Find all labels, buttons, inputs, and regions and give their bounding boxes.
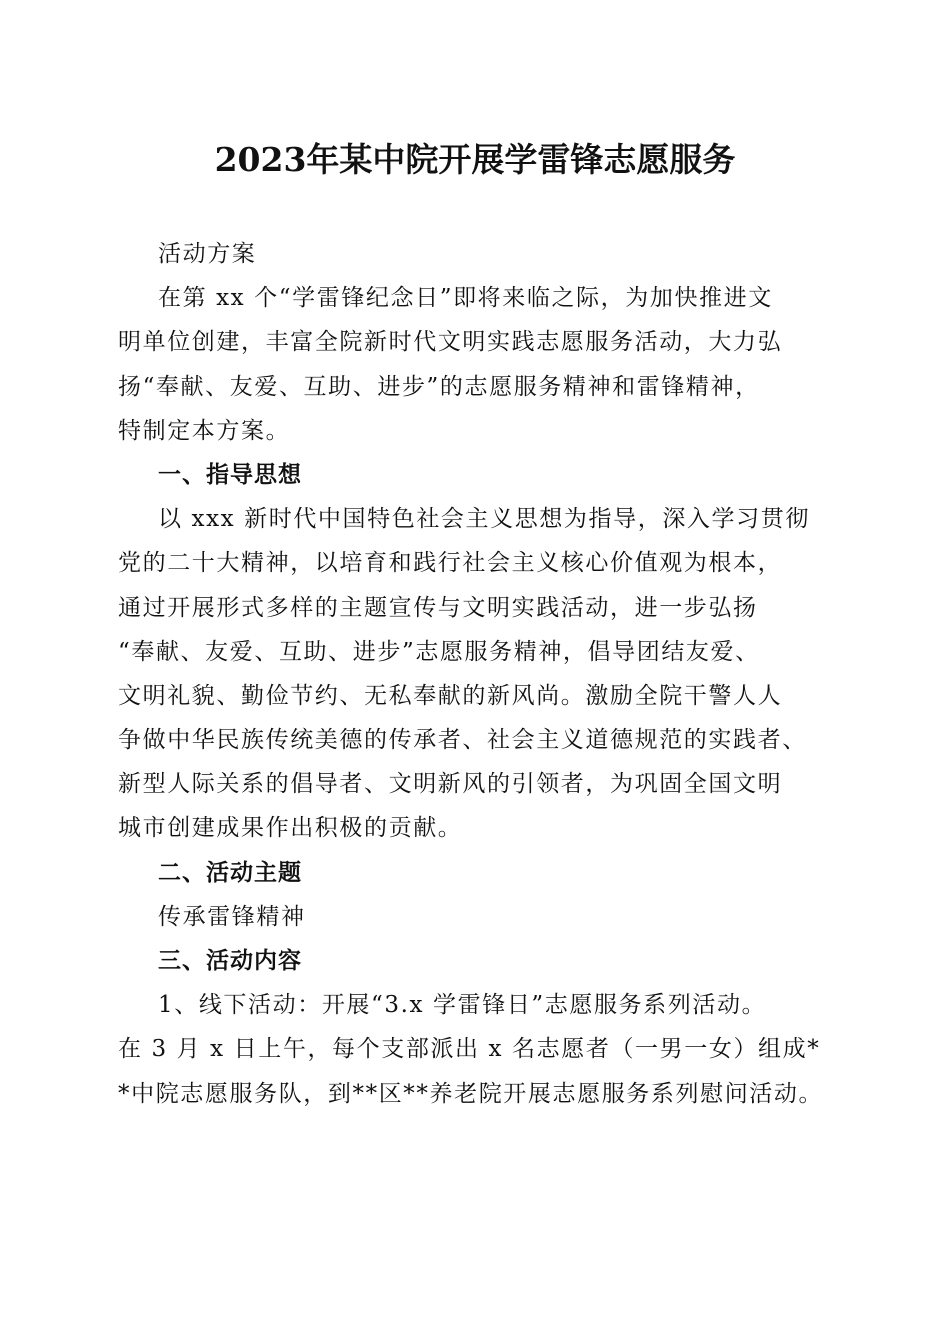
paragraph-line: 1、线下活动：开展“3.x 学雷锋日”志愿服务系列活动。 xyxy=(158,992,767,1019)
paragraph-line: 文明礼貌、勤俭节约、无私奉献的新风尚。激励全院干警人人 xyxy=(118,682,783,709)
paragraph-line: 党的二十大精神，以培育和践行社会主义核心价值观为根本， xyxy=(118,550,783,577)
paragraph-line: *中院志愿服务队，到**区**养老院开展志愿服务系列慰问活动。 xyxy=(118,1080,824,1107)
paragraph-line: 以 xxx 新时代中国特色社会主义思想为指导，深入学习贯彻 xyxy=(158,506,810,533)
paragraph-line: 在第 xx 个“学雷锋纪念日”即将来临之际，为加快推进文 xyxy=(158,285,773,312)
paragraph-line: 在 3 月 x 日上午，每个支部派出 x 名志愿者（一男一女）组成* xyxy=(118,1036,821,1063)
paragraph-line: 明单位创建，丰富全院新时代文明实践志愿服务活动，大力弘 xyxy=(118,329,783,356)
section-heading: 三、活动内容 xyxy=(158,948,302,974)
section-heading: 二、活动主题 xyxy=(158,859,302,886)
paragraph-line: “奉献、友爱、互助、进步”志愿服务精神，倡导团结友爱、 xyxy=(118,638,760,665)
paragraph-line: 新型人际关系的倡导者、文明新风的引领者，为巩固全国文明 xyxy=(118,771,783,798)
paragraph-line: 特制定本方案。 xyxy=(118,417,291,444)
paragraph-line: 活动方案 xyxy=(158,241,257,267)
section-heading: 一、指导思想 xyxy=(158,461,302,488)
paragraph-line: 城市创建成果作出积极的贡献。 xyxy=(118,815,463,842)
paragraph-line: 通过开展形式多样的主题宣传与文明实践活动，进一步弘扬 xyxy=(118,594,758,621)
document-body xyxy=(118,232,838,1116)
paragraph-line: 扬“奉献、友爱、互助、进步”的志愿服务精神和雷锋精神， xyxy=(118,373,760,400)
document-title: 2023年某中院开展学雷锋志愿服务 xyxy=(214,140,736,179)
paragraph-line: 争做中华民族传统美德的传承者、社会主义道德规范的实践者、 xyxy=(118,727,807,754)
paragraph-line: 传承雷锋精神 xyxy=(158,903,306,930)
